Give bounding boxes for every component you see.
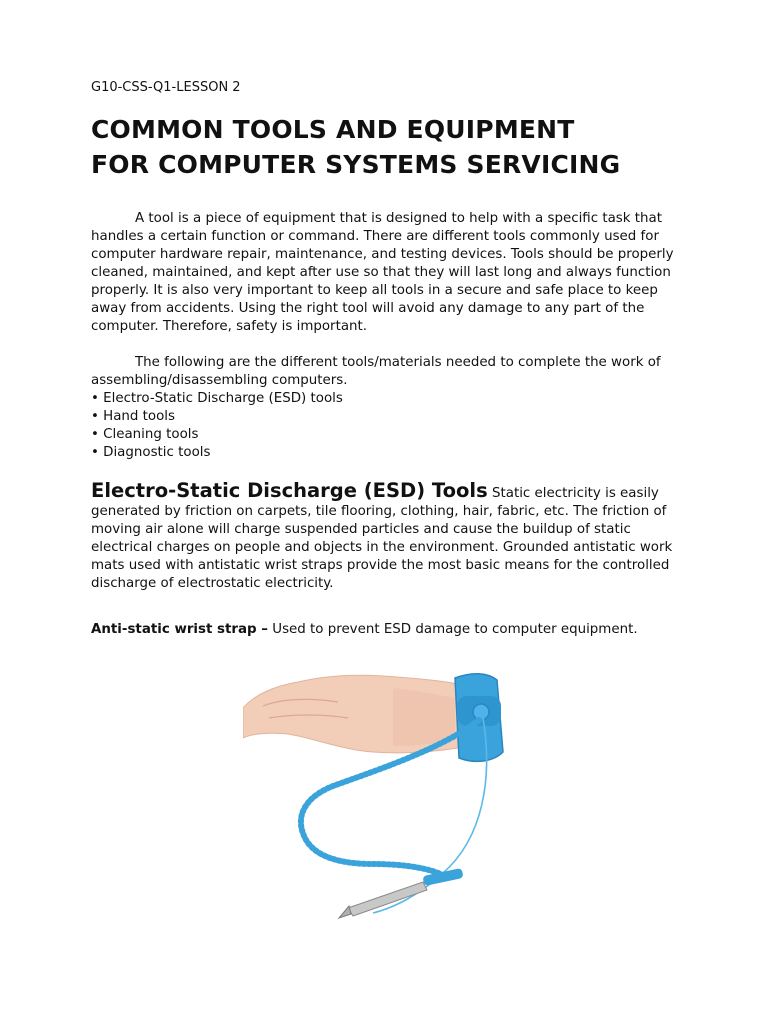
alligator-clip bbox=[348, 882, 427, 916]
wrist-strap-term: Anti-static wrist strap – bbox=[91, 622, 268, 637]
tool-list bbox=[91, 390, 691, 462]
clip-teeth bbox=[339, 906, 351, 918]
intro-paragraph-text: A tool is a piece of equipment that is designed to help with a specific task that handles a certain function or command. There are different tools commonly used for computer hardware repair, maintenance, and testing devices. Tools should be properly cleaned, maintained, and kept after use so that they will last long and always function properly. It is also very important to keep all tools in a secure and safe place to keep away from accidents. Using the right tool will avoid any damage to any part of the computer. Therefore, safety is important. bbox=[91, 211, 674, 334]
intro-paragraph bbox=[91, 210, 691, 336]
wrist-strap-description: Used to prevent ESD damage to computer equipment. bbox=[272, 622, 638, 637]
list-item: • Cleaning tools bbox=[91, 427, 199, 442]
list-item: • Diagnostic tools bbox=[91, 445, 211, 460]
title-line-1: COMMON TOOLS AND EQUIPMENT bbox=[91, 115, 575, 144]
wrist-strap-definition bbox=[91, 621, 691, 639]
esd-heading: Electro-Static Discharge (ESD) Tools bbox=[91, 479, 488, 502]
list-item: • Hand tools bbox=[91, 409, 176, 424]
list-item: • Electro-Static Discharge (ESD) tools bbox=[91, 391, 343, 406]
wrist-shade bbox=[393, 688, 455, 746]
page-title bbox=[91, 112, 691, 182]
band-stud bbox=[473, 704, 489, 720]
paragraph-spacer bbox=[91, 336, 691, 354]
lesson-code: G10-CSS-Q1-LESSON 2 bbox=[91, 80, 241, 95]
esd-paragraph: Static electricity is easily generated by friction on carpets, tile flooring, clothing, hair, fabric, etc. The friction of moving air alone will charge suspended particles and cause the buildup of static electrical charges on people and objects in the environment. Grounded antistatic work mats used with antistatic wrist straps provide the most basic means for the controlled discharge of electrostatic electricity. bbox=[91, 486, 673, 591]
wrist-strap-photo bbox=[243, 668, 551, 930]
list-intro-paragraph bbox=[91, 354, 691, 390]
list-intro-text: The following are the different tools/materials needed to complete the work of assembling/disassembling computers. bbox=[91, 355, 661, 388]
document-page bbox=[91, 80, 691, 652]
title-line-2: FOR COMPUTER SYSTEMS SERVICING bbox=[91, 150, 621, 179]
esd-section bbox=[91, 480, 691, 593]
